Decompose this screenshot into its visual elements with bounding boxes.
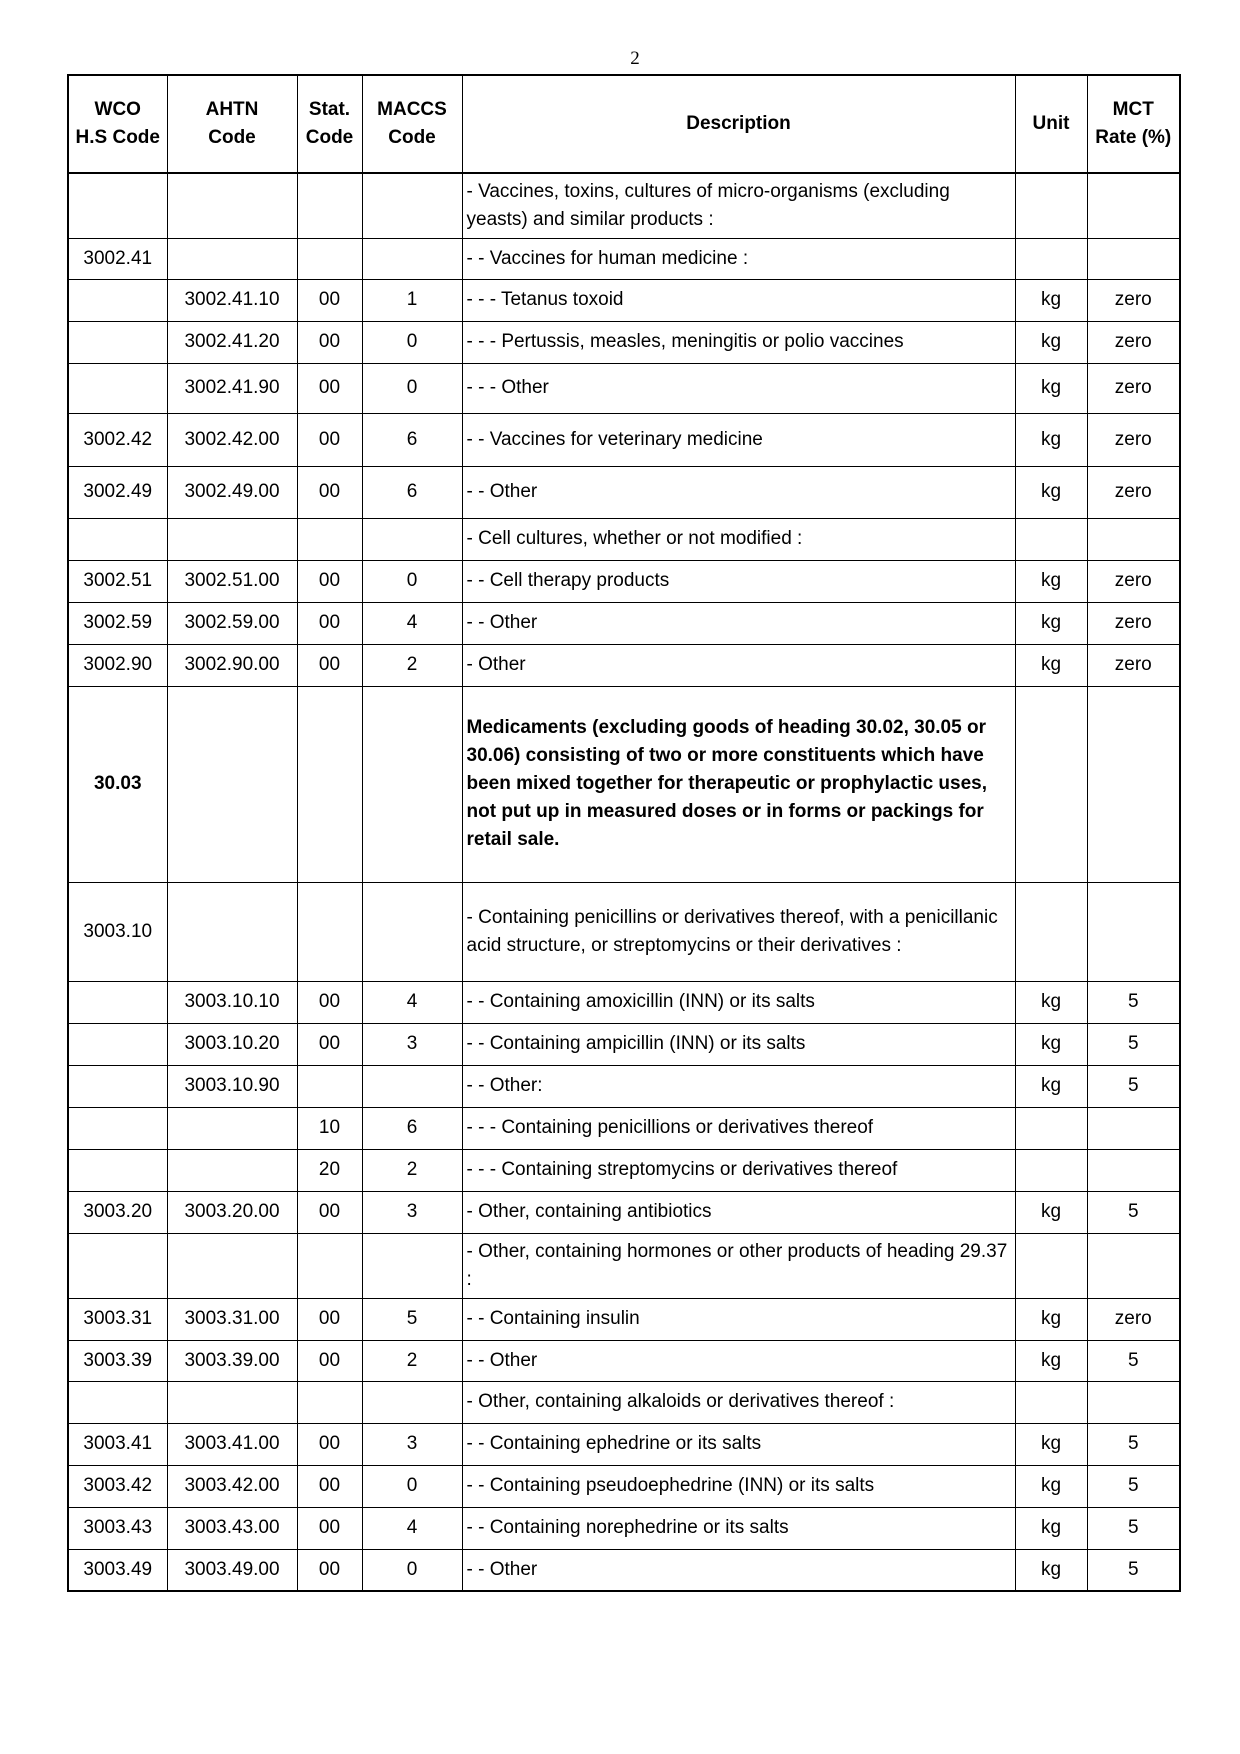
maccs-code-cell [362,882,462,981]
stat-code-cell: 00 [297,560,362,602]
stat-code-cell: 00 [297,981,362,1023]
table-row [68,518,1180,560]
table-row [68,882,1180,981]
wco-cell [68,173,167,238]
ahtn-code-cell: 3002.41.90 [167,363,297,413]
description-cell: - - Vaccines for veterinary medicine [462,413,1015,466]
page-number: 2 [630,48,640,69]
mct-rate-cell: 5 [1087,1507,1180,1549]
stat-code-cell: 00 [297,1340,362,1381]
wco-cell: 3002.59 [68,602,167,644]
description-cell: - - Containing ampicillin (INN) or its salts [462,1023,1015,1065]
stat-code-cell: 00 [297,1549,362,1591]
unit-cell: kg [1015,644,1087,686]
table-row [68,1065,1180,1107]
mct-rate-cell: 5 [1087,1549,1180,1591]
wco-cell: 3003.20 [68,1191,167,1233]
wco-cell [68,1107,167,1149]
maccs-code-cell [362,518,462,560]
unit-cell [1015,1149,1087,1191]
maccs-code-cell [362,173,462,238]
stat-code-cell: 00 [297,1465,362,1507]
wco-cell [68,321,167,363]
description-cell: - - - Containing streptomycins or derivatives thereof [462,1149,1015,1191]
unit-cell: kg [1015,1191,1087,1233]
maccs-code-cell [362,1233,462,1298]
description-cell: - Cell cultures, whether or not modified : [462,518,1015,560]
wco-cell [68,1233,167,1298]
table-row [68,1107,1180,1149]
stat-code-cell [297,686,362,882]
stat-code-cell: 00 [297,1298,362,1340]
mct-rate-cell [1087,238,1180,279]
wco-cell: 3003.43 [68,1507,167,1549]
unit-cell: kg [1015,1549,1087,1591]
maccs-code-cell: 0 [362,1465,462,1507]
mct-rate-cell: zero [1087,363,1180,413]
unit-cell: kg [1015,279,1087,321]
maccs-code-cell: 1 [362,279,462,321]
mct-rate-cell: 5 [1087,981,1180,1023]
stat-code-cell: 00 [297,1191,362,1233]
maccs-code-cell: 5 [362,1298,462,1340]
header-wco: WCO H.S Code [68,75,167,173]
mct-rate-cell: zero [1087,466,1180,518]
mct-rate-cell [1087,1233,1180,1298]
unit-cell: kg [1015,602,1087,644]
unit-cell: kg [1015,363,1087,413]
wco-cell [68,518,167,560]
wco-cell: 3002.49 [68,466,167,518]
description-cell: - - Other [462,1549,1015,1591]
mct-rate-cell: zero [1087,644,1180,686]
unit-cell [1015,1107,1087,1149]
ahtn-code-cell [167,1381,297,1423]
maccs-code-cell: 3 [362,1423,462,1465]
mct-rate-cell: zero [1087,413,1180,466]
maccs-code-cell: 6 [362,1107,462,1149]
table-row [68,1549,1180,1591]
maccs-code-cell: 0 [362,321,462,363]
stat-code-cell: 00 [297,279,362,321]
table-row [68,1465,1180,1507]
unit-cell: kg [1015,1023,1087,1065]
description-cell: - - Containing pseudoephedrine (INN) or its salts [462,1465,1015,1507]
ahtn-code-cell: 3003.49.00 [167,1549,297,1591]
description-cell: - - Cell therapy products [462,560,1015,602]
description-cell: - - - Other [462,363,1015,413]
table-row [68,981,1180,1023]
table-row [68,1191,1180,1233]
description-cell: - - Other [462,602,1015,644]
ahtn-code-cell: 3002.59.00 [167,602,297,644]
wco-cell: 3002.51 [68,560,167,602]
description-cell: - - Vaccines for human medicine : [462,238,1015,279]
maccs-code-cell: 0 [362,1549,462,1591]
description-cell: - Other [462,644,1015,686]
description-cell: - - Other [462,1340,1015,1381]
ahtn-code-cell: 3003.43.00 [167,1507,297,1549]
table-row [68,413,1180,466]
ahtn-code-cell: 3002.41.20 [167,321,297,363]
mct-rate-cell: 5 [1087,1065,1180,1107]
mct-rate-cell: 5 [1087,1423,1180,1465]
mct-rate-cell [1087,1149,1180,1191]
maccs-code-cell [362,238,462,279]
unit-cell: kg [1015,1340,1087,1381]
wco-cell: 3003.39 [68,1340,167,1381]
unit-cell: kg [1015,560,1087,602]
maccs-code-cell: 2 [362,1340,462,1381]
description-cell: - Vaccines, toxins, cultures of micro-organisms (excluding yeasts) and similar products : [462,173,1015,238]
mct-rate-cell [1087,686,1180,882]
unit-cell: kg [1015,1465,1087,1507]
ahtn-code-cell [167,1149,297,1191]
header-stat: Stat. Code [297,75,362,173]
wco-cell: 30.03 [68,686,167,882]
ahtn-code-cell [167,518,297,560]
unit-cell [1015,173,1087,238]
stat-code-cell [297,173,362,238]
description-cell: Medicaments (excluding goods of heading 30.02, 30.05 or 30.06) consisting of two or more constituents which have been mixed together for therapeutic or prophylactic uses, not put up in measured doses or in forms or packings for retail sale. [462,686,1015,882]
description-cell: - - Containing amoxicillin (INN) or its salts [462,981,1015,1023]
wco-cell: 3002.90 [68,644,167,686]
maccs-code-cell: 2 [362,644,462,686]
unit-cell: kg [1015,1423,1087,1465]
table-row [68,602,1180,644]
stat-code-cell: 00 [297,1023,362,1065]
description-cell: - Other, containing hormones or other products of heading 29.37 : [462,1233,1015,1298]
mct-rate-cell: 5 [1087,1191,1180,1233]
table-row [68,1423,1180,1465]
mct-rate-cell: zero [1087,279,1180,321]
wco-cell [68,279,167,321]
header-mct-rate: MCT Rate (%) [1087,75,1180,173]
table-row [68,279,1180,321]
table-row [68,363,1180,413]
table-row [68,560,1180,602]
ahtn-code-cell [167,686,297,882]
unit-cell [1015,518,1087,560]
ahtn-code-cell: 3002.49.00 [167,466,297,518]
maccs-code-cell: 6 [362,466,462,518]
table-row [68,466,1180,518]
wco-cell [68,363,167,413]
maccs-code-cell: 3 [362,1023,462,1065]
unit-cell: kg [1015,1065,1087,1107]
ahtn-code-cell: 3003.39.00 [167,1340,297,1381]
stat-code-cell: 00 [297,644,362,686]
mct-rate-cell [1087,173,1180,238]
mct-rate-cell [1087,1107,1180,1149]
stat-code-cell: 00 [297,1423,362,1465]
ahtn-code-cell: 3002.42.00 [167,413,297,466]
stat-code-cell: 20 [297,1149,362,1191]
ahtn-code-cell [167,1233,297,1298]
stat-code-cell [297,1233,362,1298]
unit-cell: kg [1015,321,1087,363]
maccs-code-cell: 0 [362,560,462,602]
description-cell: - Other, containing alkaloids or derivatives thereof : [462,1381,1015,1423]
table-row [68,238,1180,279]
stat-code-cell [297,1065,362,1107]
description-cell: - - - Containing penicillions or derivatives thereof [462,1107,1015,1149]
stat-code-cell [297,1381,362,1423]
ahtn-code-cell [167,173,297,238]
stat-code-cell [297,518,362,560]
table-row [68,1298,1180,1340]
maccs-code-cell [362,686,462,882]
ahtn-code-cell: 3002.51.00 [167,560,297,602]
table-row [68,1507,1180,1549]
stat-code-cell: 00 [297,466,362,518]
unit-cell: kg [1015,981,1087,1023]
maccs-code-cell: 4 [362,981,462,1023]
mct-rate-cell: zero [1087,560,1180,602]
mct-rate-cell: zero [1087,602,1180,644]
stat-code-cell: 10 [297,1107,362,1149]
stat-code-cell: 00 [297,413,362,466]
wco-cell [68,1023,167,1065]
stat-code-cell: 00 [297,321,362,363]
table-row [68,644,1180,686]
ahtn-code-cell: 3003.10.20 [167,1023,297,1065]
table-body [68,173,1180,1591]
mct-rate-cell: 5 [1087,1340,1180,1381]
description-cell: - - Containing norephedrine or its salts [462,1507,1015,1549]
unit-cell [1015,882,1087,981]
unit-cell: kg [1015,1298,1087,1340]
wco-cell: 3003.41 [68,1423,167,1465]
mct-rate-cell: 5 [1087,1465,1180,1507]
mct-rate-cell [1087,1381,1180,1423]
wco-cell: 3003.42 [68,1465,167,1507]
maccs-code-cell: 2 [362,1149,462,1191]
unit-cell [1015,1381,1087,1423]
wco-cell: 3002.42 [68,413,167,466]
ahtn-code-cell [167,1107,297,1149]
mct-rate-cell [1087,518,1180,560]
table-row [68,686,1180,882]
unit-cell [1015,1233,1087,1298]
maccs-code-cell: 6 [362,413,462,466]
mct-rate-cell: zero [1087,321,1180,363]
stat-code-cell [297,882,362,981]
maccs-code-cell: 3 [362,1191,462,1233]
maccs-code-cell [362,1065,462,1107]
description-cell: - - - Pertussis, measles, meningitis or polio vaccines [462,321,1015,363]
description-cell: - - Other: [462,1065,1015,1107]
description-cell: - - Containing ephedrine or its salts [462,1423,1015,1465]
unit-cell [1015,238,1087,279]
wco-cell: 3003.31 [68,1298,167,1340]
wco-cell [68,1065,167,1107]
stat-code-cell [297,238,362,279]
table-row [68,321,1180,363]
description-cell: - - - Tetanus toxoid [462,279,1015,321]
wco-cell: 3003.10 [68,882,167,981]
description-cell: - Other, containing antibiotics [462,1191,1015,1233]
description-cell: - - Containing insulin [462,1298,1015,1340]
header-ahtn: AHTN Code [167,75,297,173]
ahtn-code-cell: 3002.90.00 [167,644,297,686]
unit-cell [1015,686,1087,882]
ahtn-code-cell [167,882,297,981]
ahtn-code-cell: 3003.20.00 [167,1191,297,1233]
mct-rate-cell: 5 [1087,1023,1180,1065]
ahtn-code-cell: 3003.10.10 [167,981,297,1023]
maccs-code-cell: 0 [362,363,462,413]
ahtn-code-cell: 3003.41.00 [167,1423,297,1465]
header-row [68,75,1180,173]
table-row [68,1381,1180,1423]
wco-cell [68,1149,167,1191]
wco-cell [68,1381,167,1423]
table-row [68,1233,1180,1298]
table-row [68,173,1180,238]
ahtn-code-cell: 3002.41.10 [167,279,297,321]
unit-cell: kg [1015,1507,1087,1549]
maccs-code-cell: 4 [362,1507,462,1549]
ahtn-code-cell: 3003.10.90 [167,1065,297,1107]
wco-cell [68,981,167,1023]
table-row [68,1149,1180,1191]
description-cell: - - Other [462,466,1015,518]
unit-cell: kg [1015,413,1087,466]
tariff-table [67,74,1181,1592]
description-cell: - Containing penicillins or derivatives thereof, with a penicillanic acid structure, or streptomycins or their derivatives : [462,882,1015,981]
stat-code-cell: 00 [297,1507,362,1549]
table-row [68,1340,1180,1381]
header-maccs: MACCS Code [362,75,462,173]
wco-cell: 3003.49 [68,1549,167,1591]
maccs-code-cell: 4 [362,602,462,644]
maccs-code-cell [362,1381,462,1423]
header-unit: Unit [1015,75,1087,173]
ahtn-code-cell [167,238,297,279]
wco-cell: 3002.41 [68,238,167,279]
ahtn-code-cell: 3003.31.00 [167,1298,297,1340]
ahtn-code-cell: 3003.42.00 [167,1465,297,1507]
header-description: Description [462,75,1015,173]
mct-rate-cell: zero [1087,1298,1180,1340]
stat-code-cell: 00 [297,363,362,413]
unit-cell: kg [1015,466,1087,518]
stat-code-cell: 00 [297,602,362,644]
mct-rate-cell [1087,882,1180,981]
table-row [68,1023,1180,1065]
